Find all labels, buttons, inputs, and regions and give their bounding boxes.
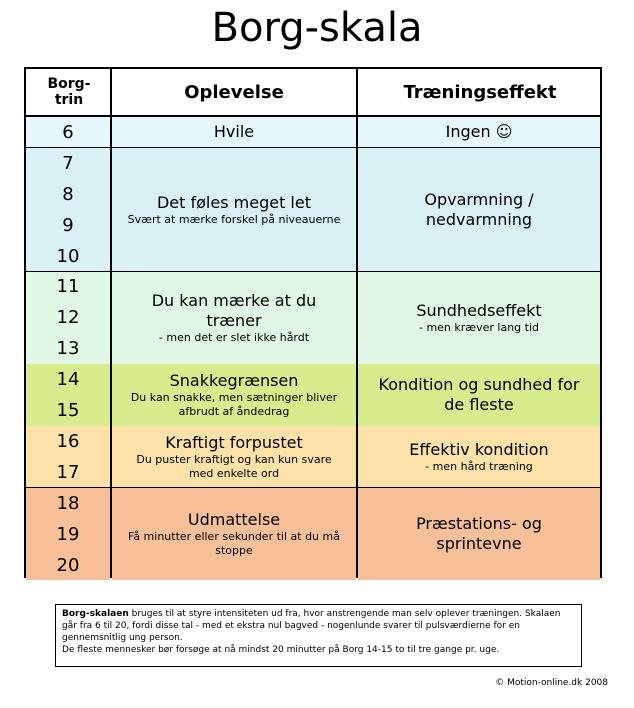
borg-step: 6 — [26, 117, 110, 148]
borg-step: 20 — [26, 550, 110, 581]
borg-step: 17 — [26, 457, 110, 488]
note-bold-term: Borg-skalaen — [62, 609, 129, 619]
borg-scale-table — [24, 67, 602, 578]
page-title: Borg-skala — [211, 5, 423, 51]
effect-sub-text: - men hård træning — [425, 459, 533, 473]
column-divider-1 — [110, 69, 112, 576]
borg-step: 13 — [26, 333, 110, 364]
group-4-effect — [358, 426, 600, 488]
borg-step: 11 — [26, 272, 110, 303]
experience-main-text: Kraftigt forpustet — [165, 432, 303, 452]
effect-main-text: Effektiv kondition — [409, 439, 549, 459]
group-3-experience — [112, 364, 356, 426]
group-2-effect — [358, 272, 600, 365]
group-3-effect — [358, 364, 600, 426]
borg-step: 19 — [26, 519, 110, 550]
group-0-experience — [112, 117, 356, 148]
copyright: © Motion-online.dk 2008 — [495, 678, 608, 688]
experience-main-text: Snakkegrænsen — [169, 371, 299, 391]
borg-step: 16 — [26, 426, 110, 457]
experience-sub-text: Du puster kraftigt og kan kun svare med enkelte ord — [136, 452, 332, 480]
borg-step: 7 — [26, 148, 110, 179]
experience-sub-text: Få minutter eller sekunder til at du må stoppe — [128, 530, 340, 558]
explanation-note — [55, 604, 582, 667]
group-4-experience — [112, 426, 356, 488]
experience-main-text: Udmattelse — [187, 510, 281, 530]
borg-step: 12 — [26, 302, 110, 333]
experience-sub-text: - men det er slet ikke hårdt — [158, 330, 310, 344]
effect-main-text: Præstations- og sprintevne — [416, 514, 542, 554]
borg-step: 15 — [26, 395, 110, 426]
effect-main-text: Ingen ☺ — [445, 122, 513, 142]
header-traeningseffekt: Træningseffekt — [403, 81, 557, 103]
borg-step: 14 — [26, 364, 110, 395]
group-5-experience — [112, 488, 356, 581]
group-1-experience — [112, 148, 356, 272]
borg-step: 10 — [26, 241, 110, 272]
effect-main-text: Sundhedseffekt — [416, 300, 542, 320]
column-divider-2 — [356, 69, 358, 576]
header-borg-trin: Borg-trin — [47, 76, 91, 108]
effect-main-text: Opvarmning / nedvarmning — [424, 189, 534, 229]
header-oplevelse: Oplevelse — [184, 81, 284, 103]
experience-sub-text: Du kan snakke, men sætninger bliver afbrudt af åndedrag — [130, 391, 338, 419]
group-0-effect — [358, 117, 600, 148]
effect-sub-text: - men kræver lang tid — [418, 320, 539, 334]
group-2-experience — [112, 272, 356, 365]
borg-step: 18 — [26, 488, 110, 519]
experience-main-text: Det føles meget let — [156, 192, 311, 212]
experience-sub-text: Svært at mærke forskel på niveauerne — [127, 212, 341, 226]
note-text: bruges til at styre intensiteten ud fra, hvor anstrengende man selv oplever træningen. Skalaen går fra 6 til 20, fordi disse tal - med et ekstra nul bagved - nogenlunde svarer til pulsværdierne for en gennemsnitlig ung person. — [62, 609, 561, 643]
experience-main-text: Hvile — [213, 122, 255, 142]
effect-main-text: Kondition og sundhed for de fleste — [378, 375, 580, 415]
experience-main-text: Du kan mærke at du træner — [151, 290, 317, 330]
group-5-effect — [358, 488, 600, 581]
borg-step: 9 — [26, 210, 110, 241]
borg-step: 8 — [26, 179, 110, 210]
note-recommendation: De fleste mennesker bør forsøge at nå mindst 20 minutter på Borg 14-15 to til tre gange pr. uge. — [62, 645, 500, 655]
group-1-effect — [358, 148, 600, 272]
